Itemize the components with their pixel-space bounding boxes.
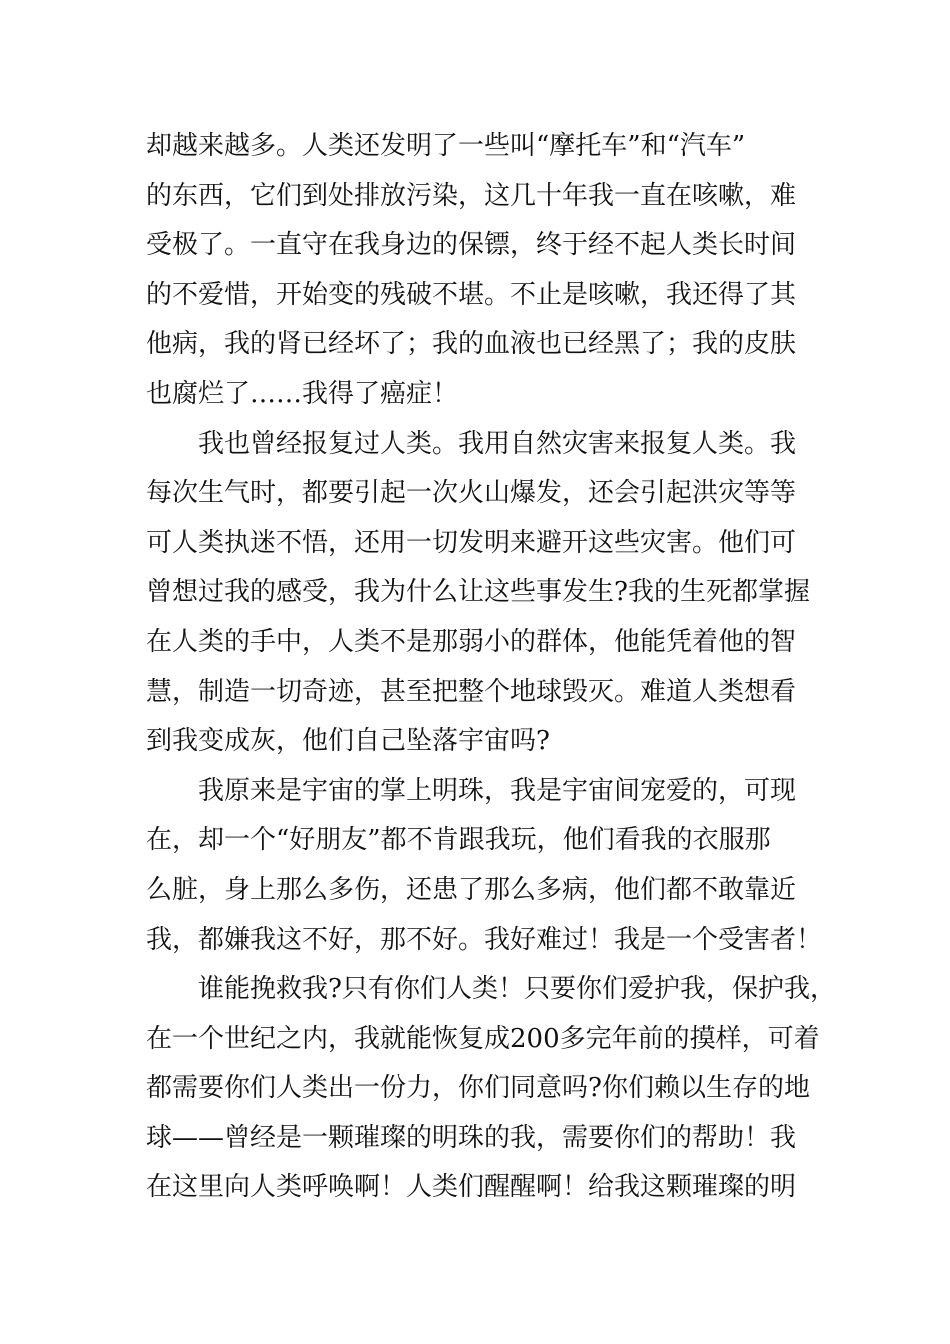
text-line: 慧，制造一切奇迹，甚至把整个地球毁灭。难道人类想看 (146, 676, 797, 707)
text-line: 的东西，它们到处排放污染，这几十年我一直在咳嗽，难 (146, 180, 797, 211)
text-line: 他病，我的肾已经坏了；我的血液也已经黑了；我的皮肤 (146, 329, 797, 360)
text-line: 也腐烂了……我得了癌症！ (146, 378, 459, 409)
paragraph-first-line: 我原来是宇宙的掌上明珠，我是宇宙间宠爱的，可现 (198, 775, 797, 806)
text-line: 都需要你们人类出一份力，你们同意吗?你们赖以生存的地 (146, 1073, 810, 1104)
text-line: 在，却一个“好朋友”都不肯跟我玩，他们看我的衣服那 (146, 825, 771, 856)
text-line: 在一个世纪之内，我就能恢复成200多完年前的摸样，可着 (146, 1023, 820, 1054)
text-line: 我，都嫌我这不好，那不好。我好难过！我是一个受害者！ (146, 924, 823, 955)
paragraph-first-line: 谁能挽救我?只有你们人类！只要你们爱护我，保护我， (198, 974, 836, 1005)
text-line: 在这里向人类呼唤啊！人类们醒醒啊！给我这颗璀璨的明 (146, 1172, 797, 1203)
text-line: 么脏，身上那么多伤，还患了那么多病，他们都不敢靠近 (146, 874, 797, 905)
text-line: 在人类的手中，人类不是那弱小的群体，他能凭着他的智 (146, 626, 797, 657)
text-line: 可人类执迷不悟，还用一切发明来避开这些灾害。他们可 (146, 527, 797, 558)
text-line: 却越来越多。人类还发明了一些叫“摩托车”和“汽车” (146, 131, 746, 161)
text-line: 每次生气时，都要引起一次火山爆发，还会引起洪灾等等 (146, 478, 797, 509)
text-line: 球——曾经是一颗璀璨的明珠的我，需要你们的帮助！我 (146, 1122, 797, 1153)
body-text (146, 122, 836, 1213)
text-line: 曾想过我的感受，我为什么让这些事发生?我的生死都掌握 (146, 577, 810, 608)
text-line: 到我变成灰，他们自己坠落宇宙吗? (146, 726, 550, 757)
text-line: 的不爱惜，开始变的残破不堪。不止是咳嗽，我还得了其 (146, 279, 797, 310)
text-line: 受极了。一直守在我身边的保镖，终于经不起人类长时间 (146, 230, 797, 261)
paragraph-first-line: 我也曾经报复过人类。我用自然灾害来报复人类。我 (198, 428, 797, 459)
